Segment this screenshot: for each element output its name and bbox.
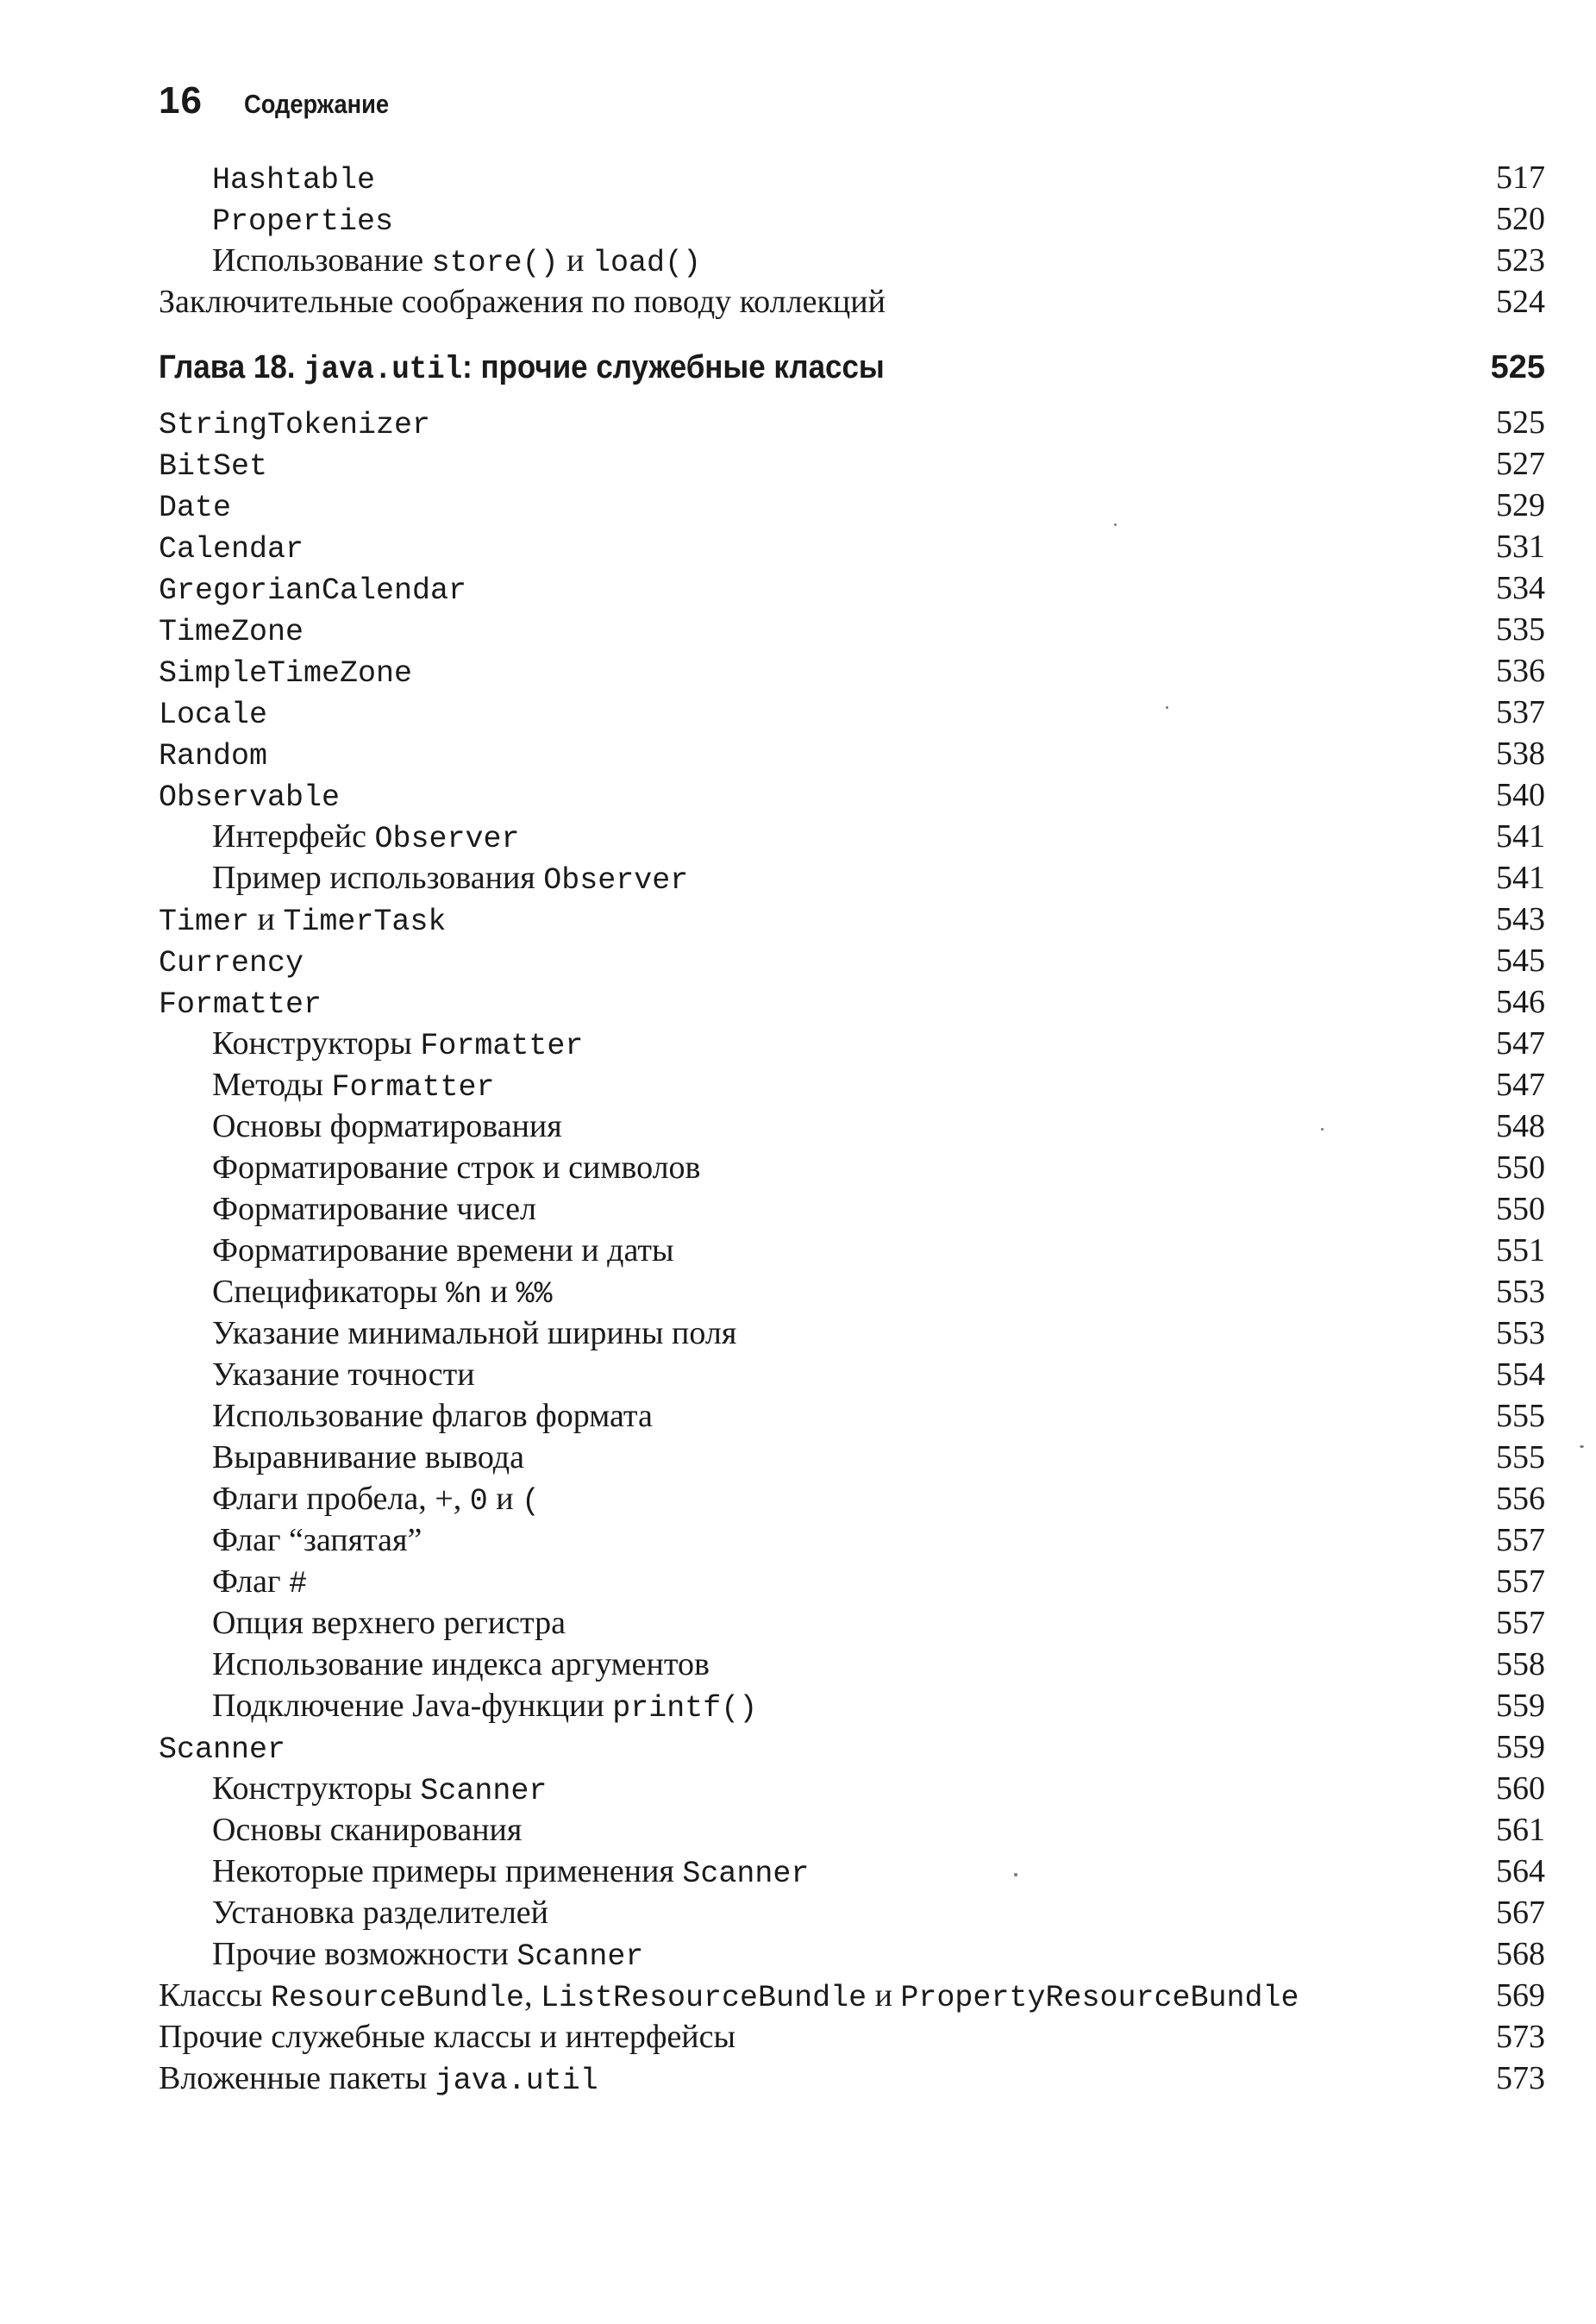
toc-entry-title xyxy=(159,485,231,529)
toc-page-number: 559 xyxy=(1496,1688,1545,1724)
toc-entry-title xyxy=(212,1561,307,1605)
code-text: Random xyxy=(159,739,268,774)
toc-page-number: 561 xyxy=(1496,1812,1545,1848)
toc-page-number: 557 xyxy=(1496,1605,1545,1641)
toc-entry xyxy=(159,733,1545,774)
toc-entry xyxy=(159,157,1545,198)
toc-entry-title xyxy=(212,1023,583,1067)
toc-entry-title xyxy=(159,2016,735,2058)
toc-entry-title xyxy=(159,940,304,984)
toc-entry xyxy=(159,1685,1545,1726)
toc-entry xyxy=(159,1851,1545,1892)
toc-entry-title xyxy=(212,1147,700,1188)
text-run: Заключительные соображения по поводу коллекций xyxy=(159,284,886,320)
toc-page-number: 523 xyxy=(1496,242,1545,279)
toc-page-number: 573 xyxy=(1496,2019,1545,2055)
toc-page-number: 527 xyxy=(1496,446,1545,482)
toc-entry-title xyxy=(212,1106,562,1147)
toc-entry xyxy=(159,940,1545,981)
toc-page-number: 547 xyxy=(1496,1067,1545,1103)
toc-entry-title xyxy=(212,1519,422,1561)
toc-entry-title xyxy=(212,1809,522,1851)
text-run: Спецификаторы xyxy=(212,1274,447,1310)
text-run: Некоторые примеры применения xyxy=(212,1853,683,1889)
code-text: java.util xyxy=(304,352,463,388)
code-text: Hashtable xyxy=(212,163,376,197)
toc-entry xyxy=(159,1768,1545,1809)
code-text: Formatter xyxy=(331,1070,495,1105)
toc-entry-title xyxy=(212,1768,547,1812)
text-run: Прочие возможности xyxy=(212,1936,517,1972)
text-run: : прочие служебные классы xyxy=(462,349,885,385)
text-run: Классы xyxy=(159,1977,271,2014)
toc-entry xyxy=(159,1271,1545,1312)
text-run: Пример использования xyxy=(212,860,544,896)
toc-entry xyxy=(159,240,1545,281)
code-text: ResourceBundle xyxy=(270,1981,525,2015)
text-run: Методы xyxy=(212,1067,332,1103)
toc-chapter-heading xyxy=(159,343,1545,392)
toc-entry xyxy=(159,443,1545,485)
toc-entry xyxy=(159,1933,1545,1975)
text-run: Форматирование чисел xyxy=(212,1191,537,1227)
toc-entry xyxy=(159,1602,1545,1644)
code-text: GregorianCalendar xyxy=(159,573,467,608)
toc-entry-title xyxy=(212,1478,540,1522)
toc-entry-title xyxy=(212,1354,475,1395)
text-run: Опция верхнего регистра xyxy=(212,1605,566,1641)
toc-page-number: 550 xyxy=(1496,1191,1545,1227)
text-run: Вложенные пакеты xyxy=(159,2060,435,2096)
toc-entry-title xyxy=(159,1726,285,1770)
toc-entry-title xyxy=(212,1395,653,1437)
code-text: Formatter xyxy=(159,987,322,1022)
toc-entry-title xyxy=(212,857,688,901)
toc-entry xyxy=(159,2016,1545,2058)
text-run: Конструкторы xyxy=(212,1025,421,1062)
toc-entry xyxy=(159,1147,1545,1188)
scan-speck xyxy=(1114,523,1117,526)
toc-page-number: 569 xyxy=(1496,1977,1545,2014)
toc-entry-title xyxy=(212,1188,536,1230)
toc-entry-title xyxy=(159,609,304,653)
code-text: Formatter xyxy=(420,1029,584,1063)
text-run: Указание минимальной ширины поля xyxy=(212,1315,737,1351)
code-text: TimeZone xyxy=(159,615,304,649)
toc-page-number: 553 xyxy=(1496,1315,1545,1351)
toc-page-number: 545 xyxy=(1496,943,1545,979)
toc-entry xyxy=(159,402,1545,443)
toc-page-number: 564 xyxy=(1496,1853,1545,1889)
text-run: Флаги пробела, xyxy=(212,1481,435,1517)
toc-entry xyxy=(159,981,1545,1023)
text-run: и xyxy=(558,242,592,279)
code-text: Scanner xyxy=(420,1774,548,1808)
code-text: %n xyxy=(446,1277,483,1312)
code-text: ListResourceBundle xyxy=(541,1981,867,2015)
toc-entry xyxy=(159,1312,1545,1354)
text-run: Конструкторы xyxy=(212,1770,421,1807)
toc-entry xyxy=(159,774,1545,816)
toc-entry xyxy=(159,1561,1545,1602)
toc-entry xyxy=(159,198,1545,240)
code-text: Scanner xyxy=(682,1857,810,1891)
toc-page-number: 543 xyxy=(1496,901,1545,937)
code-text: ( xyxy=(522,1484,541,1519)
code-text: # xyxy=(289,1567,308,1601)
toc-entry xyxy=(159,1478,1545,1519)
toc-entry-title xyxy=(212,1685,757,1729)
text-run: Флаг “запятая” xyxy=(212,1522,422,1558)
toc-page-number: 529 xyxy=(1496,487,1545,523)
code-text: Calendar xyxy=(159,532,304,567)
text-run: и xyxy=(249,901,284,937)
toc-page-number: 553 xyxy=(1496,1274,1545,1310)
text-run: Прочие служебные классы и интерфейсы xyxy=(159,2019,736,2055)
toc-page-number: 547 xyxy=(1496,1025,1545,1062)
text-run: и xyxy=(867,1977,901,2014)
toc-entry xyxy=(159,1519,1545,1561)
code-text: SimpleTimeZone xyxy=(159,656,413,691)
code-text: Locale xyxy=(159,698,268,732)
toc-entry-title xyxy=(159,402,430,446)
toc-page-number: 551 xyxy=(1496,1232,1545,1268)
code-text: BitSet xyxy=(159,449,268,484)
toc-entry xyxy=(159,1023,1545,1064)
text-run: Флаг xyxy=(212,1563,290,1600)
toc-page-number: 554 xyxy=(1496,1356,1545,1393)
code-text: Observable xyxy=(159,780,341,815)
code-text: Scanner xyxy=(516,1939,644,1974)
toc-page-number: 524 xyxy=(1496,284,1545,320)
toc-entry-title xyxy=(159,443,267,487)
toc-page-number: 540 xyxy=(1496,777,1545,813)
toc-entry-title xyxy=(212,816,519,860)
toc-entry-title xyxy=(159,567,466,611)
toc-page-number: 557 xyxy=(1496,1522,1545,1558)
toc-page-number: 556 xyxy=(1496,1481,1545,1517)
code-text: PropertyResourceBundle xyxy=(900,1981,1299,2015)
code-text: Observer xyxy=(543,863,689,898)
toc-page-number: 541 xyxy=(1496,860,1545,896)
toc-page-number: 525 xyxy=(1490,349,1545,385)
toc-page-number: 517 xyxy=(1496,160,1545,196)
code-text: %% xyxy=(516,1277,553,1312)
toc-entry-title xyxy=(159,692,267,736)
text-run: Использование xyxy=(212,242,432,279)
running-title: Содержание xyxy=(243,89,390,119)
code-text: printf() xyxy=(612,1691,758,1726)
toc-entry xyxy=(159,857,1545,899)
text-run: Выравнивание вывода xyxy=(212,1439,524,1475)
toc-entry xyxy=(159,281,1545,323)
toc-entry-title xyxy=(212,1644,710,1685)
toc-entry-title xyxy=(212,1271,552,1315)
text-run: Использование флагов формата xyxy=(212,1398,653,1434)
toc-entry xyxy=(159,1975,1545,2016)
code-text: Observer xyxy=(374,822,520,856)
text-run: Использование индекса аргументов xyxy=(212,1646,710,1682)
toc-entry xyxy=(159,650,1545,692)
code-text: StringTokenizer xyxy=(159,408,431,442)
toc-entry-title xyxy=(212,240,701,284)
toc-page-number: 548 xyxy=(1496,1108,1545,1144)
toc-page-number: 534 xyxy=(1496,570,1545,606)
code-text: TimerTask xyxy=(283,905,447,939)
scan-speck xyxy=(1580,1445,1584,1448)
code-text: Properties xyxy=(212,204,394,239)
text-run: Форматирование строк и символов xyxy=(212,1149,701,1186)
toc-page-number: 520 xyxy=(1496,201,1545,237)
code-text: Date xyxy=(159,491,232,525)
toc-entry xyxy=(159,1354,1545,1395)
toc-entry xyxy=(159,899,1545,940)
toc-page-number: 538 xyxy=(1496,736,1545,772)
toc-entry-title xyxy=(159,281,886,323)
toc-entry xyxy=(159,567,1545,609)
toc-page-number: 536 xyxy=(1496,653,1545,689)
toc-entry xyxy=(159,1809,1545,1851)
scan-speck xyxy=(1321,1128,1324,1131)
toc-entry-title xyxy=(159,343,885,394)
toc-entry xyxy=(159,1726,1545,1768)
toc-entry-title xyxy=(159,2058,598,2102)
text-run: Установка разделителей xyxy=(212,1895,549,1931)
text-run: Интерфейс xyxy=(212,818,375,855)
toc-entry-title xyxy=(159,899,446,943)
toc-entry-title xyxy=(212,1602,566,1644)
text-run: и xyxy=(487,1481,523,1517)
code-text: 0 xyxy=(469,1484,488,1519)
toc-entry-title xyxy=(212,1312,736,1354)
toc-entry xyxy=(159,692,1545,733)
code-text: Currency xyxy=(159,946,304,980)
toc-entry-title xyxy=(159,981,322,1025)
toc-entry-title xyxy=(159,526,304,570)
scan-speck xyxy=(1014,1873,1017,1876)
toc-entry xyxy=(159,1188,1545,1230)
toc-page-number: 568 xyxy=(1496,1936,1545,1972)
toc-page-number: 558 xyxy=(1496,1646,1545,1682)
text-run: Подключение Java-функции xyxy=(212,1688,613,1724)
toc-entry-title xyxy=(212,157,375,201)
toc-entry xyxy=(159,1106,1545,1147)
scan-speck xyxy=(1166,706,1168,709)
toc-entry-title xyxy=(159,1975,1299,2019)
toc-page-number: 555 xyxy=(1496,1439,1545,1475)
text-run: + xyxy=(435,1481,454,1517)
code-text: java.util xyxy=(435,2064,598,2098)
toc-page-number: 535 xyxy=(1496,611,1545,648)
toc-entry-title xyxy=(212,1933,643,1977)
toc-entry-title xyxy=(212,1851,809,1895)
text-run: , xyxy=(453,1481,470,1517)
toc-entry xyxy=(159,1064,1545,1106)
toc-page-number: 557 xyxy=(1496,1563,1545,1600)
toc-entry xyxy=(159,1644,1545,1685)
toc-entry xyxy=(159,609,1545,650)
code-text: store() xyxy=(431,246,559,280)
toc-entry-title xyxy=(159,774,340,818)
toc-page-number: 531 xyxy=(1496,529,1545,565)
toc-entry-title xyxy=(212,1230,674,1271)
toc-page-number: 525 xyxy=(1496,404,1545,441)
toc-entry-title xyxy=(212,198,393,242)
toc-page-number: 559 xyxy=(1496,1729,1545,1765)
text-run: Форматирование времени и даты xyxy=(212,1232,674,1268)
text-run: Основы сканирования xyxy=(212,1812,523,1848)
toc-page-number: 555 xyxy=(1496,1398,1545,1434)
text-run: , xyxy=(524,1977,541,2014)
toc-page-number: 560 xyxy=(1496,1770,1545,1807)
toc-entry xyxy=(159,526,1545,567)
toc-entry-title xyxy=(212,1892,548,1933)
text-run: Основы форматирования xyxy=(212,1108,562,1144)
toc-page-number: 573 xyxy=(1496,2060,1545,2096)
page-number: 16 xyxy=(159,79,203,122)
toc-entry-title xyxy=(159,650,412,694)
toc-entry xyxy=(159,1892,1545,1933)
toc-entry xyxy=(159,1395,1545,1437)
toc-page-number: 541 xyxy=(1496,818,1545,855)
toc-entry-title xyxy=(212,1064,495,1108)
toc-entry xyxy=(159,816,1545,857)
toc-entry xyxy=(159,1437,1545,1478)
toc-page-number: 537 xyxy=(1496,694,1545,730)
toc-entry-title xyxy=(159,733,267,777)
toc-entry-title xyxy=(212,1437,524,1478)
toc-entry xyxy=(159,485,1545,526)
toc-entry xyxy=(159,1230,1545,1271)
text-run: Глава 18. xyxy=(159,349,304,385)
code-text: load() xyxy=(591,246,701,280)
toc-page-number: 567 xyxy=(1496,1895,1545,1931)
code-text: Scanner xyxy=(159,1732,286,1767)
text-run: и xyxy=(482,1274,516,1310)
text-run: Указание точности xyxy=(212,1356,475,1393)
page-header xyxy=(159,79,409,131)
toc-page-number: 550 xyxy=(1496,1149,1545,1186)
code-text: Timer xyxy=(159,905,250,939)
toc-page-number: 546 xyxy=(1496,984,1545,1020)
toc-entry xyxy=(159,2058,1545,2099)
